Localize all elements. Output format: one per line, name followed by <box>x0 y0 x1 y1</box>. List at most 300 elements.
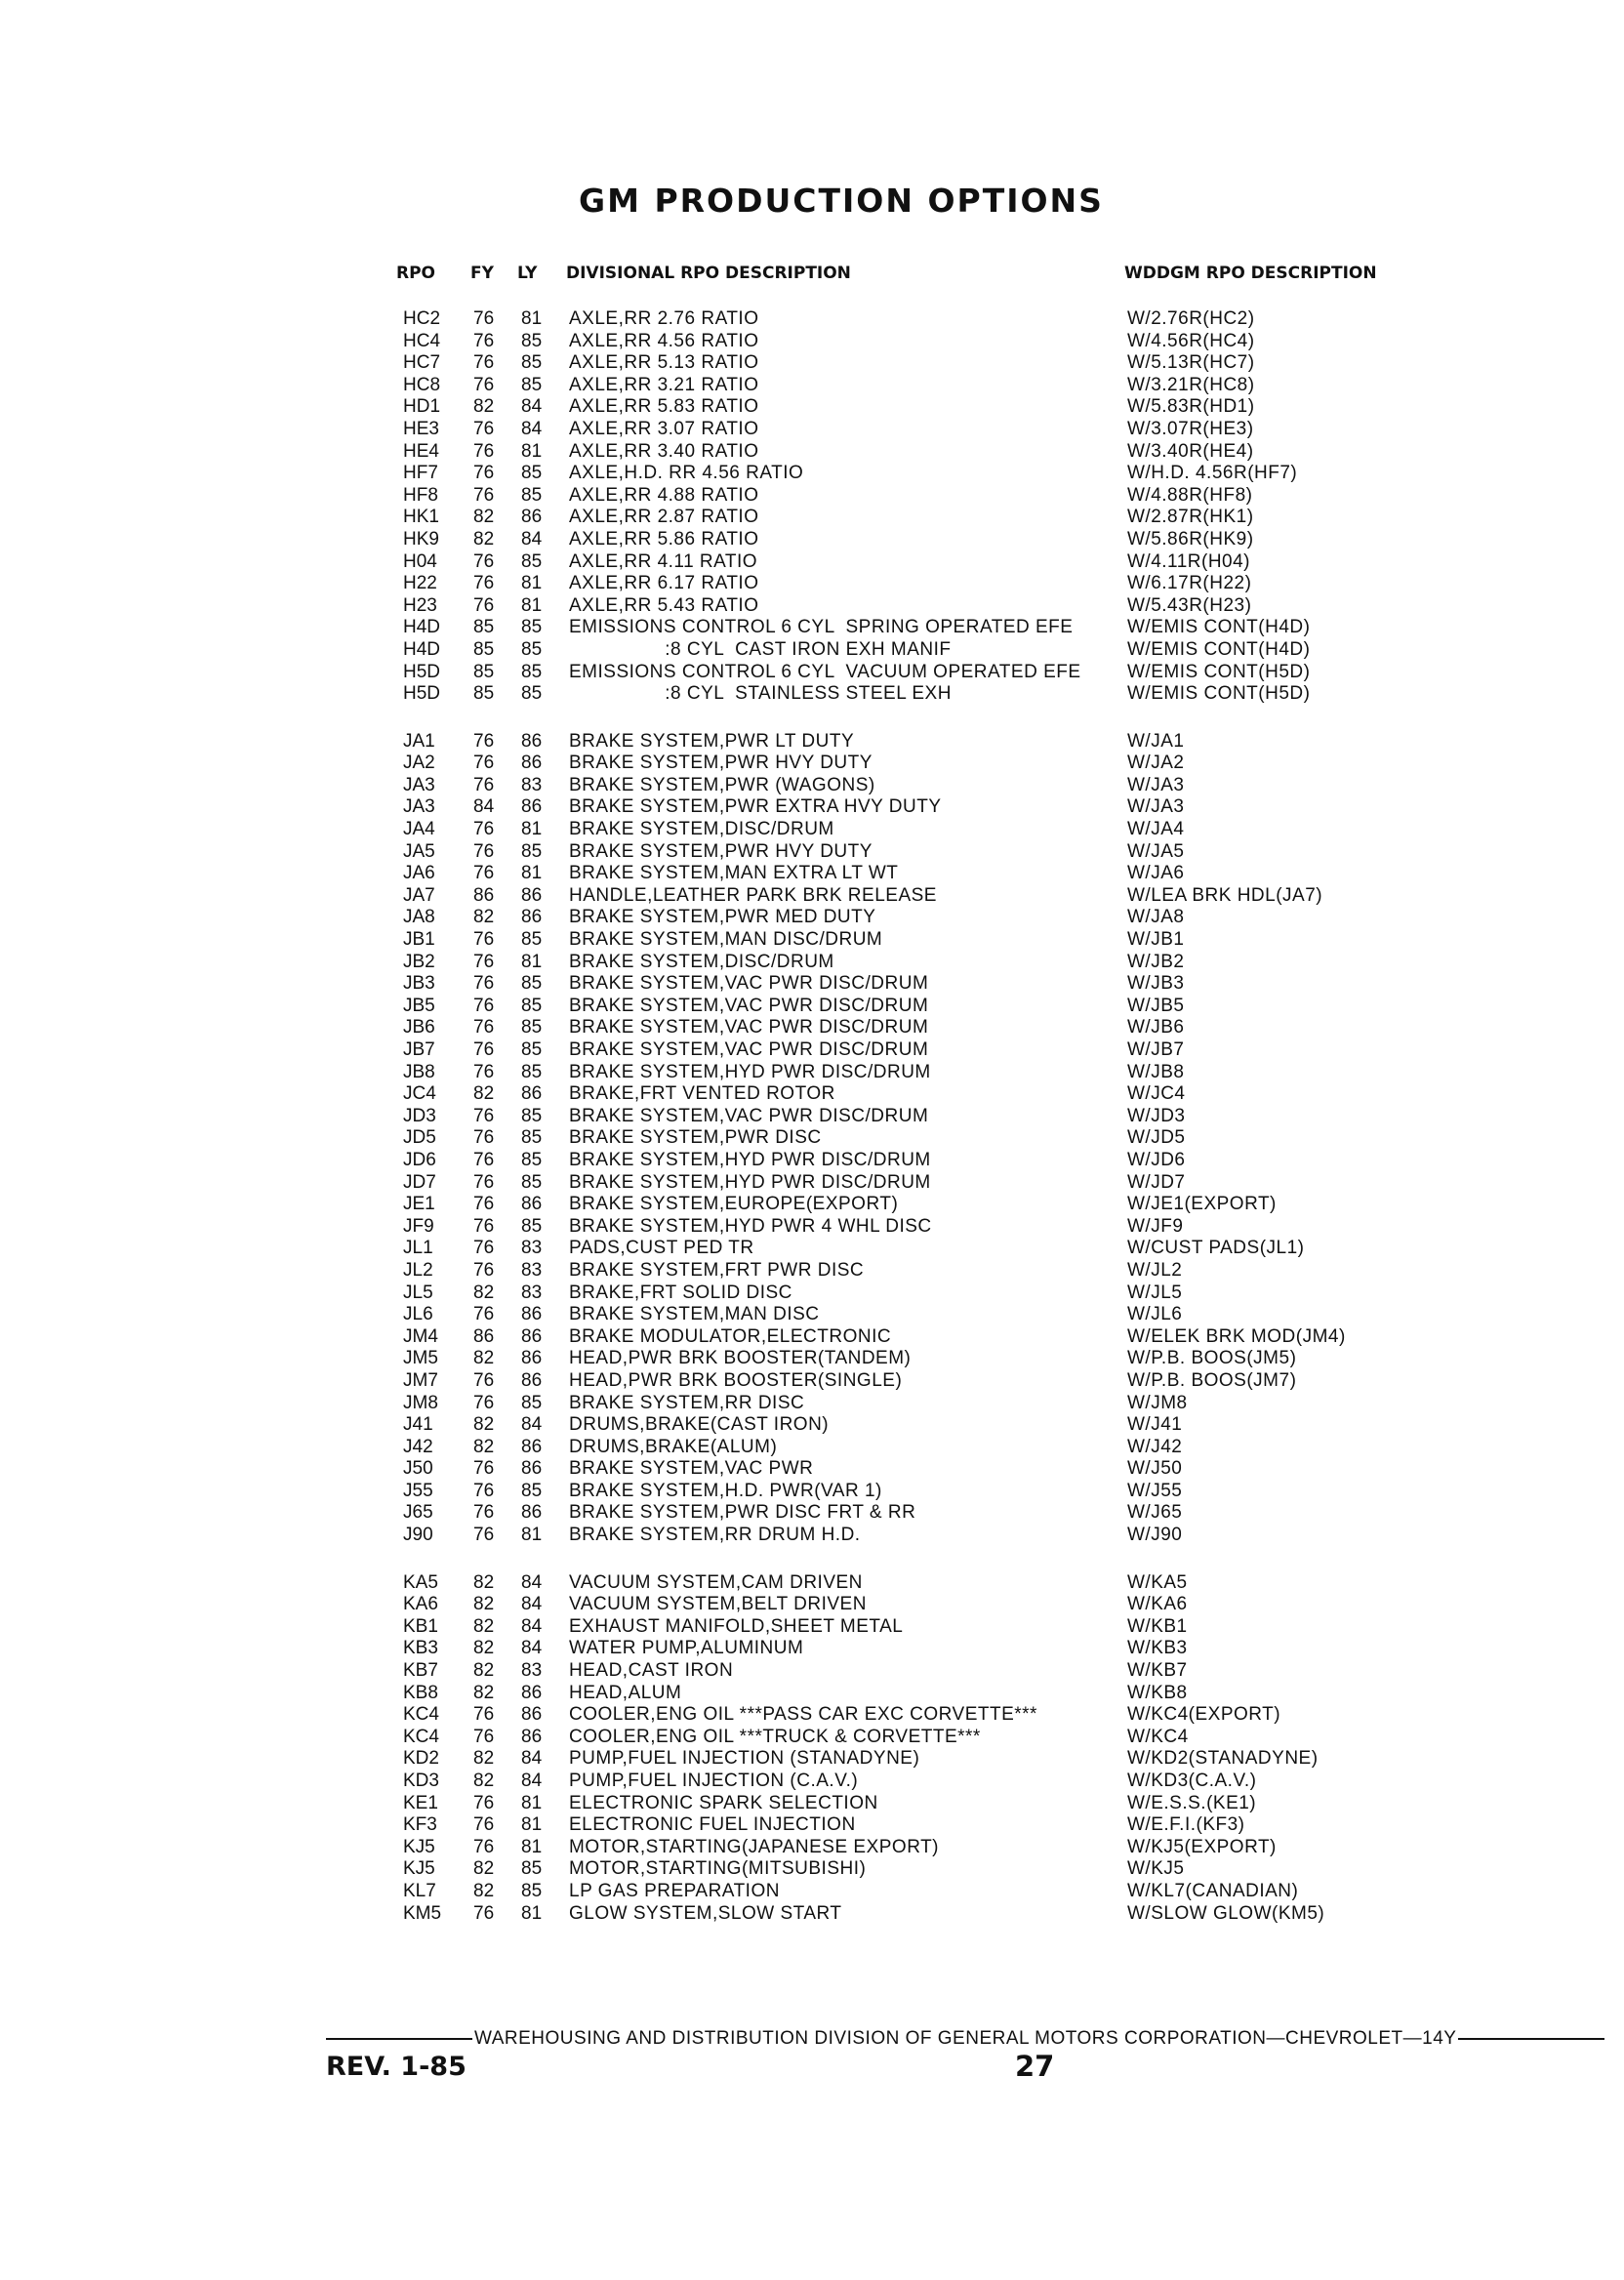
first-year: 82 <box>473 1748 495 1770</box>
rpo-code: HC2 <box>403 308 441 329</box>
table-row <box>0 1837 1624 1859</box>
table-row <box>0 1370 1624 1393</box>
table-row <box>0 863 1624 885</box>
rpo-code: JL5 <box>403 1282 433 1303</box>
table-row <box>0 907 1624 929</box>
wddgm-description: W/KB3 <box>1127 1638 1188 1659</box>
wddgm-description: W/JL2 <box>1127 1259 1183 1281</box>
rpo-code: JA2 <box>403 753 435 774</box>
divisional-description: AXLE,RR 6.17 RATIO <box>569 573 759 594</box>
wddgm-description: W/KD2(STANADYNE) <box>1127 1748 1319 1770</box>
wddgm-description: W/EMIS CONT(H4D) <box>1127 638 1311 660</box>
first-year: 76 <box>473 594 495 616</box>
first-year: 76 <box>473 1105 495 1126</box>
rpo-code: H22 <box>403 573 437 594</box>
table-row <box>0 1704 1624 1727</box>
divisional-description: BRAKE SYSTEM,PWR HVY DUTY <box>569 840 873 862</box>
last-year: 86 <box>521 1458 543 1480</box>
wddgm-description: W/6.17R(H22) <box>1127 573 1252 594</box>
divisional-description: DRUMS,BRAKE(ALUM) <box>569 1436 778 1457</box>
last-year: 81 <box>521 1792 543 1813</box>
divisional-description: AXLE,RR 3.21 RATIO <box>569 374 759 395</box>
table-row <box>0 775 1624 797</box>
first-year: 76 <box>473 863 495 884</box>
last-year: 84 <box>521 1571 543 1593</box>
table-row <box>0 973 1624 996</box>
divisional-description: BRAKE SYSTEM,EUROPE(EXPORT) <box>569 1194 899 1215</box>
page-title: GM PRODUCTION OPTIONS <box>579 182 1104 220</box>
rpo-code: J41 <box>403 1414 433 1436</box>
last-year: 86 <box>521 1502 543 1524</box>
table-row <box>0 1525 1624 1547</box>
rpo-code: J50 <box>403 1458 433 1480</box>
table-row <box>0 841 1624 864</box>
first-year: 76 <box>473 1127 495 1149</box>
last-year: 85 <box>521 330 543 351</box>
revision-label: REV. 1-85 <box>326 2052 467 2082</box>
divisional-description: VACUUM SYSTEM,CAM DRIVEN <box>569 1571 863 1593</box>
divisional-description: BRAKE SYSTEM,H.D. PWR(VAR 1) <box>569 1480 882 1501</box>
options-table <box>0 308 1624 1925</box>
rpo-code: JB5 <box>403 995 435 1016</box>
table-row <box>0 662 1624 684</box>
table-row <box>0 1414 1624 1437</box>
first-year: 76 <box>473 730 495 752</box>
divisional-description: MOTOR,STARTING(JAPANESE EXPORT) <box>569 1836 940 1857</box>
table-row <box>0 1660 1624 1683</box>
page-number: 27 <box>1015 2050 1055 2083</box>
last-year: 86 <box>521 1083 543 1105</box>
rpo-code: H5D <box>403 661 441 682</box>
wddgm-description: W/JE1(EXPORT) <box>1127 1194 1277 1215</box>
table-row <box>0 507 1624 529</box>
rpo-code: HK1 <box>403 507 439 528</box>
first-year: 76 <box>473 1039 495 1060</box>
header-rpo: RPO <box>396 264 436 283</box>
rpo-code: H5D <box>403 683 441 705</box>
table-row <box>0 885 1624 908</box>
table-row <box>0 996 1624 1018</box>
first-year: 76 <box>473 973 495 995</box>
footer-text: WAREHOUSING AND DISTRIBUTION DIVISION OF GENERAL MOTORS CORPORATION—CHEVROLET—14Y <box>474 2028 1457 2049</box>
divisional-description: AXLE,RR 3.40 RATIO <box>569 440 759 462</box>
first-year: 76 <box>473 1369 495 1391</box>
rpo-code: JA3 <box>403 774 435 795</box>
first-year: 82 <box>473 1083 495 1105</box>
wddgm-description: W/JC4 <box>1127 1083 1186 1105</box>
rpo-code: KE1 <box>403 1792 438 1813</box>
divisional-description: LP GAS PREPARATION <box>569 1880 780 1901</box>
last-year: 86 <box>521 796 543 818</box>
first-year: 76 <box>473 1836 495 1857</box>
last-year: 84 <box>521 1414 543 1436</box>
first-year: 82 <box>473 1682 495 1703</box>
divisional-description: BRAKE SYSTEM,RR DRUM H.D. <box>569 1525 861 1546</box>
wddgm-description: W/JA5 <box>1127 840 1185 862</box>
first-year: 76 <box>473 1525 495 1546</box>
last-year: 85 <box>521 1105 543 1126</box>
first-year: 76 <box>473 1194 495 1215</box>
wddgm-description: W/5.43R(H23) <box>1127 594 1252 616</box>
divisional-description: BRAKE SYSTEM,VAC PWR <box>569 1458 814 1480</box>
divisional-description: BRAKE SYSTEM,RR DISC <box>569 1392 805 1413</box>
first-year: 82 <box>473 1436 495 1457</box>
wddgm-description: W/KC4(EXPORT) <box>1127 1704 1281 1726</box>
footer-rule-right <box>1458 2038 1604 2040</box>
table-row <box>0 331 1624 353</box>
wddgm-description: W/ELEK BRK MOD(JM4) <box>1127 1325 1346 1347</box>
rpo-code: JA1 <box>403 730 435 752</box>
last-year: 85 <box>521 1880 543 1901</box>
table-row <box>0 529 1624 551</box>
first-year: 76 <box>473 352 495 374</box>
wddgm-description: W/JL5 <box>1127 1282 1183 1303</box>
wddgm-description: W/EMIS CONT(H4D) <box>1127 617 1311 638</box>
divisional-description: HEAD,PWR BRK BOOSTER(TANDEM) <box>569 1348 912 1369</box>
rpo-code: JL1 <box>403 1238 433 1259</box>
table-row <box>0 731 1624 753</box>
wddgm-description: W/J41 <box>1127 1414 1183 1436</box>
last-year: 85 <box>521 1127 543 1149</box>
last-year: 81 <box>521 440 543 462</box>
last-year: 86 <box>521 753 543 774</box>
table-row <box>0 819 1624 841</box>
divisional-description: BRAKE SYSTEM,PWR LT DUTY <box>569 730 855 752</box>
divisional-description: ELECTRONIC SPARK SELECTION <box>569 1792 878 1813</box>
divisional-description: BRAKE SYSTEM,PWR DISC <box>569 1127 822 1149</box>
first-year: 82 <box>473 396 495 418</box>
rpo-code: KJ5 <box>403 1836 435 1857</box>
wddgm-description: W/JB1 <box>1127 929 1185 951</box>
last-year: 83 <box>521 1238 543 1259</box>
wddgm-description: W/J65 <box>1127 1502 1183 1524</box>
wddgm-description: W/KA6 <box>1127 1594 1188 1615</box>
first-year: 76 <box>473 819 495 840</box>
divisional-description: BRAKE SYSTEM,VAC PWR DISC/DRUM <box>569 1017 929 1038</box>
first-year: 76 <box>473 753 495 774</box>
table-row <box>0 1282 1624 1305</box>
wddgm-description: W/JB5 <box>1127 995 1185 1016</box>
rpo-code: JL2 <box>403 1259 433 1281</box>
last-year: 85 <box>521 683 543 705</box>
wddgm-description: W/JD3 <box>1127 1105 1186 1126</box>
divisional-description: BRAKE SYSTEM,PWR EXTRA HVY DUTY <box>569 796 942 818</box>
last-year: 85 <box>521 661 543 682</box>
first-year: 82 <box>473 907 495 928</box>
divisional-description: MOTOR,STARTING(MITSUBISHI) <box>569 1858 867 1880</box>
divisional-description: BRAKE SYSTEM,HYD PWR DISC/DRUM <box>569 1149 931 1170</box>
wddgm-description: W/JA4 <box>1127 819 1185 840</box>
first-year: 82 <box>473 1638 495 1659</box>
header-divisional-description: DIVISIONAL RPO DESCRIPTION <box>566 264 851 283</box>
divisional-description: BRAKE,FRT SOLID DISC <box>569 1282 792 1303</box>
rpo-code: JD6 <box>403 1149 436 1170</box>
table-row <box>0 1502 1624 1525</box>
divisional-description: BRAKE SYSTEM,VAC PWR DISC/DRUM <box>569 1039 929 1060</box>
last-year: 85 <box>521 1061 543 1082</box>
divisional-description: DRUMS,BRAKE(CAST IRON) <box>569 1414 830 1436</box>
table-row <box>0 485 1624 508</box>
divisional-description: ELECTRONIC FUEL INJECTION <box>569 1814 856 1836</box>
group-gap <box>0 706 1624 731</box>
last-year: 85 <box>521 1149 543 1170</box>
wddgm-description: W/KB1 <box>1127 1615 1188 1637</box>
first-year: 76 <box>473 1792 495 1813</box>
divisional-description: BRAKE SYSTEM,PWR (WAGONS) <box>569 774 875 795</box>
table-row <box>0 352 1624 375</box>
wddgm-description: W/JA3 <box>1127 796 1185 818</box>
first-year: 76 <box>473 1902 495 1924</box>
table-row <box>0 308 1624 331</box>
divisional-description: BRAKE SYSTEM,PWR HVY DUTY <box>569 753 873 774</box>
rpo-code: J90 <box>403 1525 433 1546</box>
table-row <box>0 1017 1624 1039</box>
wddgm-description: W/J90 <box>1127 1525 1183 1546</box>
divisional-description: :8 CYL CAST IRON EXH MANIF <box>569 638 952 660</box>
wddgm-description: W/3.40R(HE4) <box>1127 440 1254 462</box>
rpo-code: J42 <box>403 1436 433 1457</box>
last-year: 85 <box>521 550 543 572</box>
last-year: 81 <box>521 819 543 840</box>
first-year: 76 <box>473 484 495 506</box>
table-row <box>0 1106 1624 1128</box>
first-year: 76 <box>473 1149 495 1170</box>
rpo-code: HD1 <box>403 396 441 418</box>
wddgm-description: W/JF9 <box>1127 1215 1184 1237</box>
last-year: 85 <box>521 973 543 995</box>
rpo-code: JB2 <box>403 951 435 972</box>
table-row <box>0 753 1624 775</box>
divisional-description: BRAKE SYSTEM,MAN DISC/DRUM <box>569 929 883 951</box>
rpo-code: HF8 <box>403 484 438 506</box>
first-year: 76 <box>473 995 495 1016</box>
rpo-code: KB8 <box>403 1682 438 1703</box>
last-year: 85 <box>521 638 543 660</box>
wddgm-description: W/KA5 <box>1127 1571 1188 1593</box>
last-year: 84 <box>521 1638 543 1659</box>
wddgm-description: W/JM8 <box>1127 1392 1188 1413</box>
first-year: 86 <box>473 884 495 906</box>
divisional-description: BRAKE SYSTEM,FRT PWR DISC <box>569 1259 865 1281</box>
first-year: 85 <box>473 661 495 682</box>
table-row <box>0 1458 1624 1481</box>
last-year: 85 <box>521 352 543 374</box>
first-year: 82 <box>473 1282 495 1303</box>
header-fy: FY <box>470 264 494 283</box>
wddgm-description: W/CUST PADS(JL1) <box>1127 1238 1305 1259</box>
last-year: 85 <box>521 463 543 484</box>
last-year: 85 <box>521 1858 543 1880</box>
last-year: 81 <box>521 863 543 884</box>
last-year: 85 <box>521 374 543 395</box>
wddgm-description: W/JA8 <box>1127 907 1185 928</box>
divisional-description: HANDLE,LEATHER PARK BRK RELEASE <box>569 884 937 906</box>
header-wddgm-description: WDDGM RPO DESCRIPTION <box>1124 264 1377 283</box>
last-year: 86 <box>521 1304 543 1325</box>
divisional-description: EMISSIONS CONTROL 6 CYL SPRING OPERATED EFE <box>569 617 1074 638</box>
wddgm-description: W/KB8 <box>1127 1682 1188 1703</box>
divisional-description: AXLE,RR 5.13 RATIO <box>569 352 759 374</box>
first-year: 85 <box>473 617 495 638</box>
table-row <box>0 441 1624 464</box>
divisional-description: AXLE,RR 4.11 RATIO <box>569 550 758 572</box>
rpo-code: HC4 <box>403 330 441 351</box>
last-year: 85 <box>521 1480 543 1501</box>
wddgm-description: W/P.B. BOOS(JM7) <box>1127 1369 1297 1391</box>
last-year: 81 <box>521 1814 543 1836</box>
divisional-description: AXLE,H.D. RR 4.56 RATIO <box>569 463 804 484</box>
first-year: 76 <box>473 929 495 951</box>
table-row <box>0 375 1624 397</box>
wddgm-description: W/JB3 <box>1127 973 1185 995</box>
wddgm-description: W/P.B. BOOS(JM5) <box>1127 1348 1297 1369</box>
rpo-code: JB6 <box>403 1017 435 1038</box>
rpo-code: KF3 <box>403 1814 437 1836</box>
last-year: 86 <box>521 1369 543 1391</box>
table-row <box>0 463 1624 485</box>
rpo-code: KB7 <box>403 1660 438 1682</box>
table-row <box>0 1793 1624 1815</box>
divisional-description: AXLE,RR 5.83 RATIO <box>569 396 759 418</box>
rpo-code: J55 <box>403 1480 433 1501</box>
first-year: 82 <box>473 1571 495 1593</box>
table-row <box>0 1062 1624 1084</box>
wddgm-description: W/JA6 <box>1127 863 1185 884</box>
table-row <box>0 1326 1624 1349</box>
divisional-description: AXLE,RR 4.56 RATIO <box>569 330 759 351</box>
rpo-code: HF7 <box>403 463 438 484</box>
table-row <box>0 952 1624 974</box>
first-year: 82 <box>473 528 495 550</box>
wddgm-description: W/5.86R(HK9) <box>1127 528 1254 550</box>
rpo-code: J65 <box>403 1502 433 1524</box>
rpo-code: JA8 <box>403 907 435 928</box>
wddgm-description: W/LEA BRK HDL(JA7) <box>1127 884 1323 906</box>
rpo-code: H04 <box>403 550 437 572</box>
table-row <box>0 1150 1624 1172</box>
table-row <box>0 1437 1624 1459</box>
last-year: 86 <box>521 1726 543 1747</box>
last-year: 85 <box>521 840 543 862</box>
wddgm-description: W/J50 <box>1127 1458 1183 1480</box>
last-year: 85 <box>521 1392 543 1413</box>
last-year: 83 <box>521 774 543 795</box>
table-row <box>0 1216 1624 1239</box>
wddgm-description: W/JD7 <box>1127 1171 1186 1193</box>
divisional-description: AXLE,RR 4.88 RATIO <box>569 484 759 506</box>
last-year: 85 <box>521 1039 543 1060</box>
rpo-code: JD5 <box>403 1127 436 1149</box>
divisional-description: HEAD,ALUM <box>569 1682 682 1703</box>
last-year: 86 <box>521 1348 543 1369</box>
first-year: 82 <box>473 1348 495 1369</box>
last-year: 86 <box>521 730 543 752</box>
divisional-description: HEAD,PWR BRK BOOSTER(SINGLE) <box>569 1369 903 1391</box>
table-row <box>0 617 1624 639</box>
first-year: 76 <box>473 1502 495 1524</box>
last-year: 81 <box>521 1525 543 1546</box>
rpo-code: KA6 <box>403 1594 438 1615</box>
table-row <box>0 1348 1624 1370</box>
last-year: 84 <box>521 1748 543 1770</box>
divisional-description: BRAKE SYSTEM,PWR DISC FRT & RR <box>569 1502 916 1524</box>
first-year: 76 <box>473 1726 495 1747</box>
first-year: 85 <box>473 683 495 705</box>
wddgm-description: W/JA3 <box>1127 774 1185 795</box>
first-year: 76 <box>473 1392 495 1413</box>
table-row <box>0 796 1624 819</box>
first-year: 76 <box>473 308 495 329</box>
first-year: 76 <box>473 463 495 484</box>
wddgm-description: W/KJ5 <box>1127 1858 1185 1880</box>
table-row <box>0 1481 1624 1503</box>
wddgm-description: W/JA2 <box>1127 753 1185 774</box>
rpo-code: H23 <box>403 594 437 616</box>
divisional-description: BRAKE SYSTEM,PWR MED DUTY <box>569 907 876 928</box>
rpo-code: JB3 <box>403 973 435 995</box>
wddgm-description: W/JB2 <box>1127 951 1185 972</box>
last-year: 86 <box>521 1194 543 1215</box>
first-year: 76 <box>473 1458 495 1480</box>
divisional-description: PUMP,FUEL INJECTION (C.A.V.) <box>569 1771 859 1791</box>
last-year: 86 <box>521 507 543 528</box>
rpo-code: KM5 <box>403 1902 442 1924</box>
last-year: 85 <box>521 929 543 951</box>
table-row <box>0 1748 1624 1771</box>
table-row <box>0 1304 1624 1326</box>
first-year: 76 <box>473 440 495 462</box>
last-year: 85 <box>521 484 543 506</box>
last-year: 84 <box>521 418 543 439</box>
last-year: 86 <box>521 1682 543 1703</box>
first-year: 76 <box>473 418 495 439</box>
rpo-code: HE3 <box>403 418 439 439</box>
table-row <box>0 683 1624 706</box>
wddgm-description: W/KL7(CANADIAN) <box>1127 1880 1299 1901</box>
wddgm-description: W/5.83R(HD1) <box>1127 396 1255 418</box>
divisional-description: BRAKE SYSTEM,DISC/DRUM <box>569 951 834 972</box>
wddgm-description: W/J55 <box>1127 1480 1183 1501</box>
first-year: 76 <box>473 330 495 351</box>
first-year: 76 <box>473 1814 495 1836</box>
last-year: 86 <box>521 907 543 928</box>
rpo-code: JA5 <box>403 840 435 862</box>
first-year: 82 <box>473 1771 495 1791</box>
first-year: 76 <box>473 1304 495 1325</box>
rpo-code: HK9 <box>403 528 439 550</box>
header-ly: LY <box>517 264 538 283</box>
divisional-description: AXLE,RR 5.43 RATIO <box>569 594 759 616</box>
last-year: 84 <box>521 1594 543 1615</box>
rpo-code: HC8 <box>403 374 441 395</box>
rpo-code: JM4 <box>403 1325 438 1347</box>
wddgm-description: W/EMIS CONT(H5D) <box>1127 661 1311 682</box>
rpo-code: JC4 <box>403 1083 436 1105</box>
rpo-code: JL6 <box>403 1304 433 1325</box>
last-year: 85 <box>521 995 543 1016</box>
table-row <box>0 1572 1624 1595</box>
first-year: 76 <box>473 550 495 572</box>
wddgm-description: W/JB6 <box>1127 1017 1185 1038</box>
first-year: 82 <box>473 1414 495 1436</box>
divisional-description: AXLE,RR 5.86 RATIO <box>569 528 759 550</box>
rpo-code: JM8 <box>403 1392 438 1413</box>
table-row <box>0 1881 1624 1903</box>
last-year: 83 <box>521 1259 543 1281</box>
rpo-code: JA7 <box>403 884 435 906</box>
table-row <box>0 1903 1624 1926</box>
rpo-code: JB1 <box>403 929 435 951</box>
